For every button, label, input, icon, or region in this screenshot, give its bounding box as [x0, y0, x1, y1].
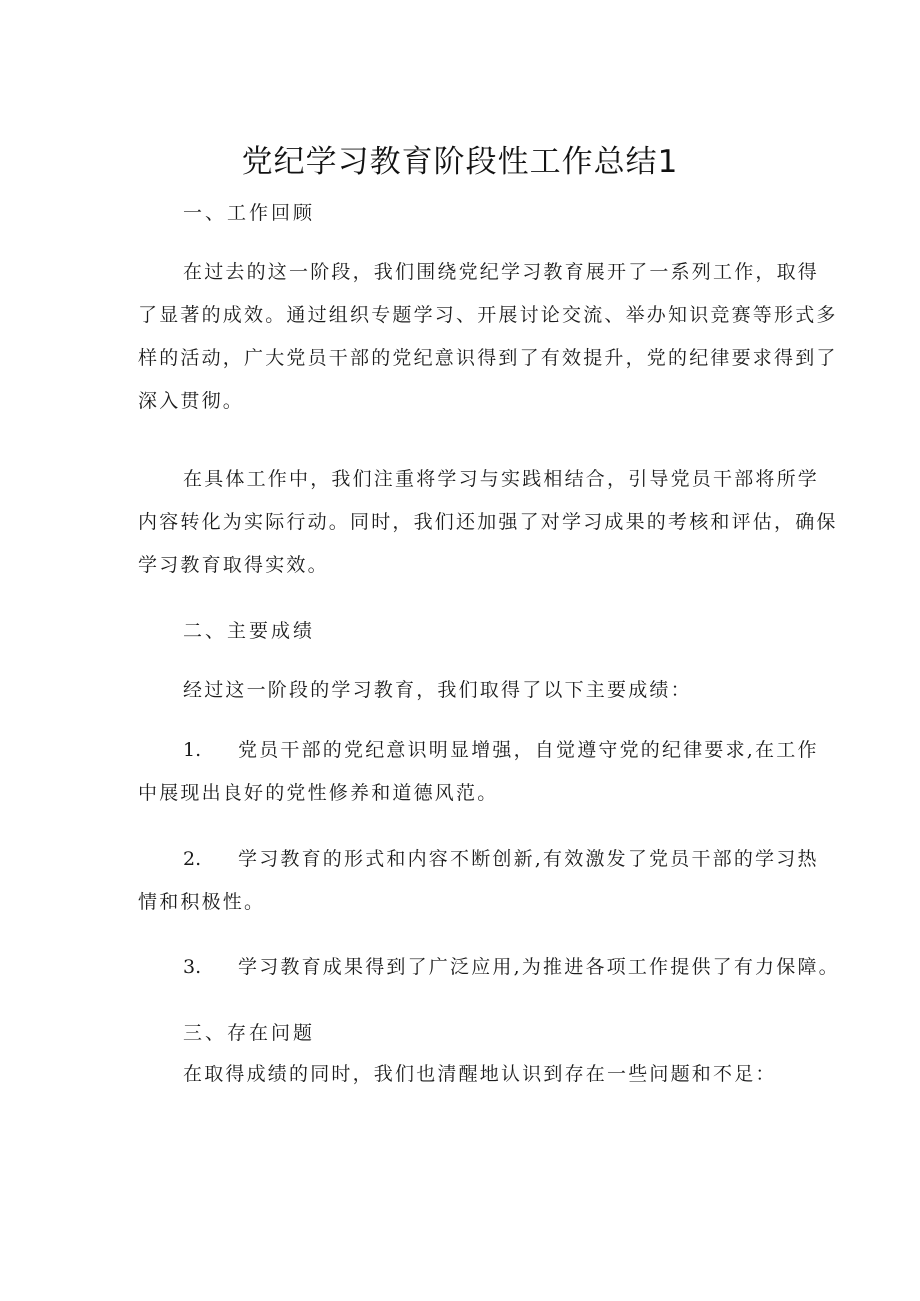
paragraph-line: 深入贯彻。 — [138, 390, 245, 412]
list-item-number: 3. — [183, 956, 202, 978]
list-item-text: 情和积极性。 — [138, 891, 266, 913]
list-item — [138, 946, 840, 989]
paragraph-line: 经过这一阶段的学习教育，我们取得了以下主要成绩： — [183, 679, 692, 701]
paragraph-line: 在取得成绩的同时，我们也清醒地认识到存在一些问题和不足： — [183, 1063, 777, 1085]
paragraph — [138, 458, 838, 587]
section-3 — [138, 1013, 798, 1096]
paragraph — [138, 251, 838, 423]
list-item-text: 学习教育成果得到了广泛应用,为推进各项工作提供了有力保障。 — [238, 956, 840, 978]
list-item-text: 党员干部的党纪意识明显增强，自觉遵守党的纪律要求,在工作 — [238, 739, 819, 761]
paragraph-line: 了显著的成效。通过组织专题学习、开展讨论交流、举办知识竞赛等形式多 — [138, 304, 838, 326]
paragraph-line: 在过去的这一阶段，我们围绕党纪学习教育展开了一系列工作，取得 — [183, 261, 820, 283]
document-title: 党纪学习教育阶段性工作总结1 — [241, 144, 679, 180]
section-heading: 二、主要成绩 — [183, 620, 316, 642]
paragraph-line: 在具体工作中，我们注重将学习与实践相结合，引导党员干部将所学 — [183, 468, 820, 490]
list-item-text: 中展现出良好的党性修养和道德风范。 — [138, 782, 499, 804]
section-heading: 一、工作回顾 — [183, 202, 316, 224]
list-item-text: 学习教育的形式和内容不断创新,有效激发了党员干部的学习热 — [238, 848, 819, 870]
paragraph — [138, 669, 798, 712]
section-heading: 三、存在问题 — [183, 1022, 316, 1044]
paragraph-line: 内容转化为实际行动。同时，我们还加强了对学习成果的考核和评估，确保 — [138, 511, 838, 533]
section-1 — [138, 192, 798, 235]
section-2 — [138, 610, 798, 653]
list-item-number: 2. — [183, 848, 202, 870]
list-item — [138, 838, 819, 924]
list-item — [138, 729, 819, 815]
list-item-number: 1. — [183, 739, 202, 761]
paragraph-line: 学习教育取得实效。 — [138, 554, 329, 576]
paragraph-line: 样的活动，广大党员干部的党纪意识得到了有效提升，党的纪律要求得到了 — [138, 347, 838, 369]
